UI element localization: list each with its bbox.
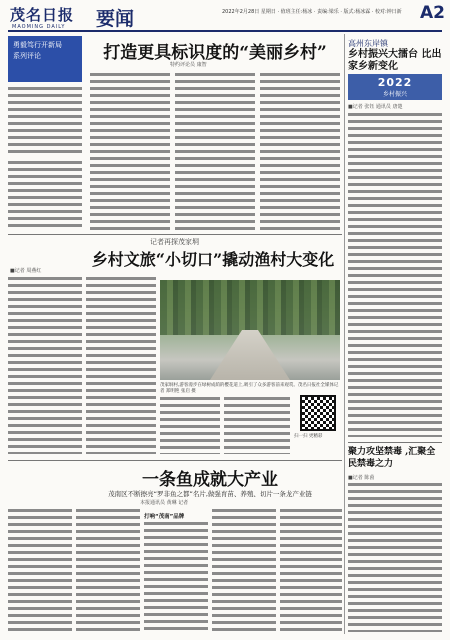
banner-year: 2022 — [377, 76, 413, 89]
lead-column-3 — [175, 72, 255, 232]
right-mid-title: 聚力攻坚禁毒 ,汇聚全民禁毒之力 — [348, 447, 436, 469]
right-top-body — [348, 112, 442, 437]
feature-column-4 — [224, 396, 290, 454]
issue-meta: 2022年2月28日 星期日 · 值班主任:杨冰 · 责编:梁乐 · 版式:杨冰霖 · 校对:钟日新 — [222, 9, 402, 15]
feature-kicker: 记者再探茂家垌 — [150, 238, 199, 246]
bottom-column-5 — [280, 508, 342, 634]
right-top-title: 乡村振兴大擂台 比出家乡新变化 — [348, 49, 442, 72]
right-top-byline: ■记者 张钰 通讯员 唐楚 — [348, 104, 403, 110]
masthead-logo-en: MAOMING DAILY — [12, 24, 66, 30]
feature-photo-trees — [160, 280, 340, 335]
commentary-series-box — [8, 36, 82, 82]
qr-caption: 扫一扫 更精彩 — [294, 434, 323, 439]
section-divider-2 — [8, 460, 342, 461]
right-divider — [348, 442, 442, 443]
feature-title: 乡村文旅“小切口”撬动渔村大变化 — [91, 250, 335, 269]
page-number: A2 — [420, 3, 445, 23]
feature-column-2 — [86, 276, 156, 454]
bottom-article-byline: 本报通讯员 黄琳 记者 — [140, 500, 189, 506]
lead-column-1 — [8, 86, 82, 156]
feature-byline: ■记者 周燕红 — [10, 268, 42, 274]
commentary-series-line2: 系列评论 — [13, 52, 41, 60]
feature-column-1 — [8, 276, 82, 454]
qr-code[interactable] — [300, 395, 336, 431]
feature-photo-caption: 茂家垌村,游客漫步在绿树成荫的樱花道上,吸引了众多游客前来观赏。茂名日报社全媒体记者 郑明艳 张启 摄 — [160, 383, 339, 394]
section-title: 要闻 — [96, 8, 135, 30]
bottom-article-section-head: 打响“茂南”品牌 — [144, 514, 185, 520]
right-column-divider — [344, 34, 345, 634]
masthead-logo: 茂名日报 — [10, 6, 75, 24]
bottom-column-4 — [212, 508, 276, 634]
masthead-rule — [8, 30, 442, 32]
rural-revitalization-banner — [348, 74, 442, 100]
section-divider-1 — [8, 234, 342, 235]
bottom-article-title: 一条鱼成就大产业 — [142, 470, 278, 490]
bottom-column-1 — [8, 508, 72, 634]
lead-column-2 — [90, 72, 170, 232]
lead-column-4 — [260, 72, 340, 232]
bottom-column-3 — [144, 521, 208, 634]
feature-column-3 — [160, 396, 220, 454]
right-mid-byline: ■记者 陈茵 — [348, 475, 375, 481]
commentary-series-line1: 勇毅笃行开新局 — [13, 41, 62, 49]
banner-text: 乡村振兴 — [382, 91, 407, 98]
right-mid-body — [348, 482, 442, 632]
lead-article-byline: 特约评论员 康智 — [170, 62, 207, 68]
lead-column-1b — [8, 160, 82, 230]
bottom-column-2 — [76, 508, 140, 634]
right-top-kicker: 高州东岸镇 — [348, 39, 388, 48]
lead-article-title: 打造更具标识度的“美丽乡村” — [103, 43, 327, 63]
bottom-article-subtitle: 茂南区不断擦亮“罗非鱼之都”名片,做强育苗、养殖、切片一条龙产业链 — [108, 490, 312, 498]
